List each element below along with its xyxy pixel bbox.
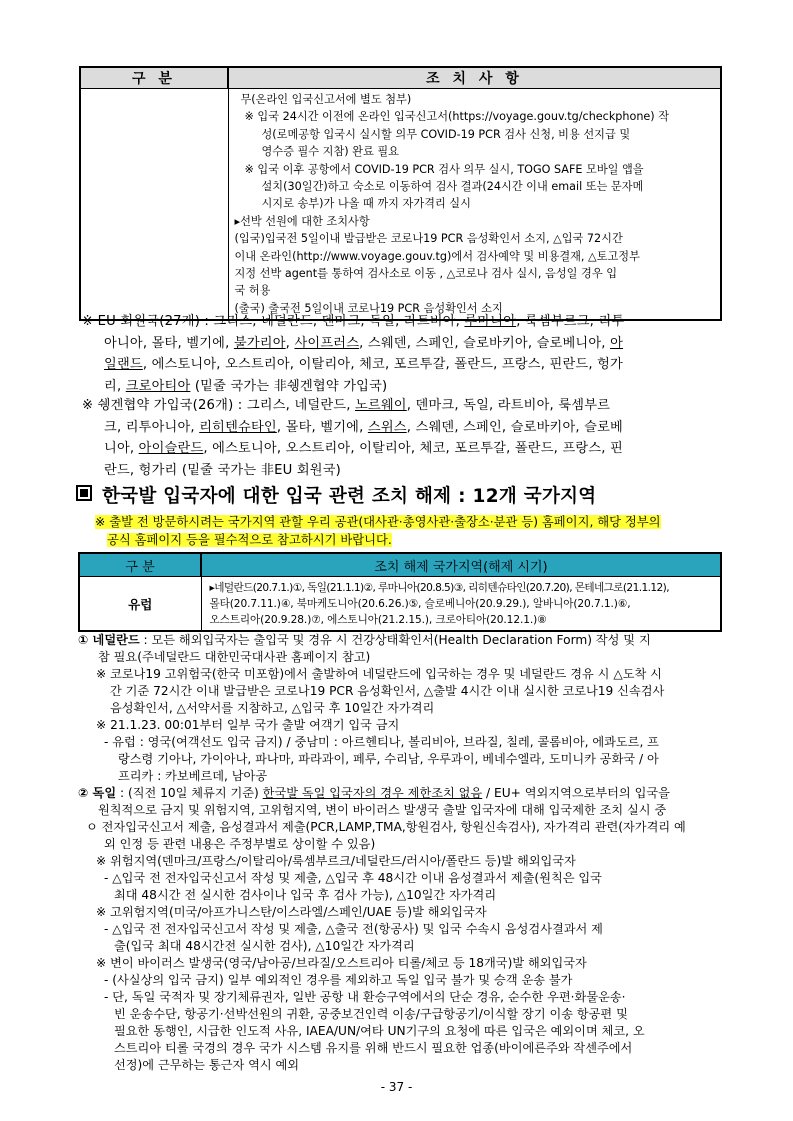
table2-head-countries: 조치 해제 국가지역(해제 시기) [201,553,721,577]
netherlands-section: ① 네덜란드 : 모든 해외입국자는 출입국 및 경유 시 건강상태확인서(Health Declaration Form) 작성 및 지 참 필요(주네덜란드 대한민국대사관 홈페이지 참고) ※ 코로나19 고위험국(한국 미포함)에서 출발하여 네덜란드에 입국하는 경우 및 네덜란드 경유 시 △도착 시 간 기준 72시간 이내 발급받은 코로나19 PCR 음성확인서, △출발 4시간 이내 실시한 코로나19 신속검사 음성확인서, △서약서를 지참하고, △입국 후 10일간 자가격리 ※ 21.1.23. 00:01부터 일부 국가 출발 여객기 입국 금지 - 유럽 : 영국(여객선도 입국 금지) / 중남미 : 아르헨티나, 볼리비아, 브라질, 칠레, 콜롬비아, 에콰도르, 프 랑스령 기아나, 가이아나, 파나마, 파라과이, 페루, 수리남, 우루과이, 베네수엘라, 도미니카 공화국 / 아 프리카 : 카보베르데, 남아공 [78,633,665,783]
measure-line: ※ 입국 24시간 이전에 온라인 입국신고서(https://voyage.gouv.tg/checkphone) 작 [244,110,670,124]
measure-line: 이내 온라인(http://www.voyage.gouv.tg)에서 검사예약 및 비용결재, △토고정부 [234,249,640,263]
schengen-note-line: 란드, 헝가리 (밑줄 국가는 非EU 회원국) [104,462,342,478]
measures-cell [228,89,721,321]
measure-line: ▸선박 선원에 대한 조치사항 [234,214,370,228]
table-head-measures: 조 치 사 항 [228,67,721,89]
measure-line: 지정 선박 agent를 통하여 검사소로 이동 , △코로나 검사 실시, 음성일 경우 입 [234,267,618,281]
measure-line: (출국) 출국전 5일이내 코로나19 PCR 음성확인서 소지 [234,301,503,315]
measures-table [79,66,722,321]
schengen-note-line: 니아, 아이슬란드, 에스토니아, 오스트리아, 이탈리아, 체코, 포르투갈, 폴란드, 프랑스, 핀 [104,441,623,456]
germany-title: ② 독일 [78,786,117,800]
category-cell [80,89,228,321]
netherlands-title: ① 네덜란드 [78,633,140,647]
country-list-line: 오스트리아(20.9.28.)⑦, 에스토니아(21.2.15.), 크로아티아(20.12.1.)⑧ [209,614,547,626]
eu-note-line: 아니아, 몰타, 벨기에, 불가리아, 사이프러스, 스웨덴, 스페인, 슬로바키아, 슬로베니아, 아 [104,335,624,351]
measure-line: 시지로 송부)가 나올 때 까지 자가격리 실시 [261,197,471,211]
page-number: - 37 - [380,1080,413,1094]
measure-line: 설치(30일간)하고 숙소로 이동하여 검사 결과(24시간 이내 email 또는 문자메 [261,180,644,194]
section-heading [76,482,596,508]
measure-line: (입국)입국전 5일이내 발급받은 코로나19 PCR 음성확인서 소지, △입국 72시간 [234,232,623,246]
eu-note-line: ※ EU 회원국(27개) : 그리스, 네덜란드, 덴마크, 독일, 라트비아, 루마니아, 룩셈부르크, 리투 [82,314,625,329]
eu-note-line: 리, 크로아티아 (밑줄 국가는 非쉥겐협약 가입국) [104,378,388,394]
measure-line: 영수증 필수 지참) 완료 필요 [261,145,399,159]
eu-members-note [82,311,722,397]
eu-note-line: 일랜드, 에스토니아, 오스트리아, 이탈리아, 체코, 포르투갈, 폴란드, 프랑스, 핀란드, 헝가 [104,357,623,372]
germany-section: ② 독일 : (직전 10일 체류지 기준) 한국발 독일 입국자의 경우 제한조치 없음 / EU+ 역외지역으로부터의 입국을 원칙적으로 금지 및 위험지역, 고위험지역, 변이 바이러스 발생국 출발 입국자에 대해 입국제한 조치 실시 중 ㅇ 전자입국신고서 제출, 음성결과서 제출(PCR,LAMP,TMA,항원검사, 항원신속검사), 자가격리 관련(자가격리 예 외 인정 등 관련 내용은 주정부별로 상이할 수 있음) ※ 위험지역(덴마크/프랑스/이탈리아/룩셈부르크/네덜란드/러시아/폴란드 등)발 해외입국자 - △입국 전 전자입국신고서 작성 및 제출, △입국 후 48시간 이내 음성결과서 제출(원칙은 입국 최대 48시간 전 실시한 검사이나 입국 후 검사 가능), △10일간 자가격리 ※ 고위험지역(미국/아프가니스탄/이스라엘/스페인/UAE 등)발 해외입국자 - △입국 전 전자입국신고서 작성 및 제출, △출국 전(항공사) 및 입국 수속시 음성검사결과서 제 출(입국 최대 48시간전 실시한 검사), △10일간 자가격리 ※ 변이 바이러스 발생국(영국/남아공/브라질/오스트리아 티롤/체코 등 18개국)발 해외입국자 - (사실상의 입국 금지) 일부 예외적인 경우를 제외하고 독일 입국 불가 및 승객 운송 불가 - 단, 독일 국적자 및 장기체류권자, 일반 공항 내 환승구역에서의 단순 경유, 순수한 우편·화물운송· 빈 운송수단, 항공기·선박선원의 귀환, 공중보건인력 이송/구급항공기/이식할 장기 이송 항공편 및 필요한 동행인, 시급한 인도적 사유, IAEA/UN/여타 UN기구의 요청에 따른 입국은 예외이며 체코, 오 스트리아 티롤 국경의 경우 국가 시스템 유지를 위해 반드시 필요한 업종(바이에른주와 작센주에서 선정)에 근무하는 통근자 역시 예외 [78,786,686,1072]
schengen-note-line: ※ 쉥겐협약 가입국(26개) : 그리스, 네덜란드, 노르웨이, 덴마크, 독일, 라트비아, 룩셈부르 [82,398,611,413]
lifted-measures-table [78,552,722,632]
highlight-notice [95,514,725,549]
section-title: 한국발 입국자에 대한 입국 관련 조치 해제 : 12개 국가지역 [102,486,597,507]
region-europe: 유럽 [79,577,201,632]
country-list-line: 몰타(20.7.11.)④, 북마케도니아(20.6.26.)⑤, 슬로베니아(20.9.29.), 알바니아(20.7.1.)⑥, [209,598,631,610]
country-list-line: ▸네덜란드(20.7.1.)①, 독일(21.1.1)②, 루마니아(20.8.5)③, 리히텐슈타인(20.7.20), 몬테네그로(21.1.12), [209,582,669,594]
measure-line: 무(온라인 입국신고서에 별도 첨부) [240,93,412,106]
table2-head-category: 구 분 [79,553,201,577]
notice-line-2: 공식 홈페이지 등을 필수적으로 참고하시기 바랍니다. [107,532,392,547]
country-list [201,577,721,632]
measure-line: 국 허용 [234,284,271,298]
measure-line: ※ 입국 이후 공항에서 COVID-19 PCR 검사 의무 실시, TOGO SAFE 모바일 앱을 [244,162,644,176]
table-head-category: 구 분 [80,67,228,89]
notice-line-1: ※ 출발 전 방문하시려는 국가지역 관할 우리 공관(대사관·총영사관·출장소·분관 등) 홈페이지, 해당 정부의 [95,515,661,529]
schengen-members-note [82,395,722,481]
measure-line: 성(로메공항 입국시 실시할 의무 COVID-19 PCR 검사 신청, 비용 선지급 및 [261,127,631,141]
schengen-note-line: 크, 리투아니아, 리히텐슈타인, 몰타, 벨기에, 스위스, 스웨덴, 스페인, 슬로바키아, 슬로베 [104,419,624,435]
filled-square-icon [76,485,92,501]
